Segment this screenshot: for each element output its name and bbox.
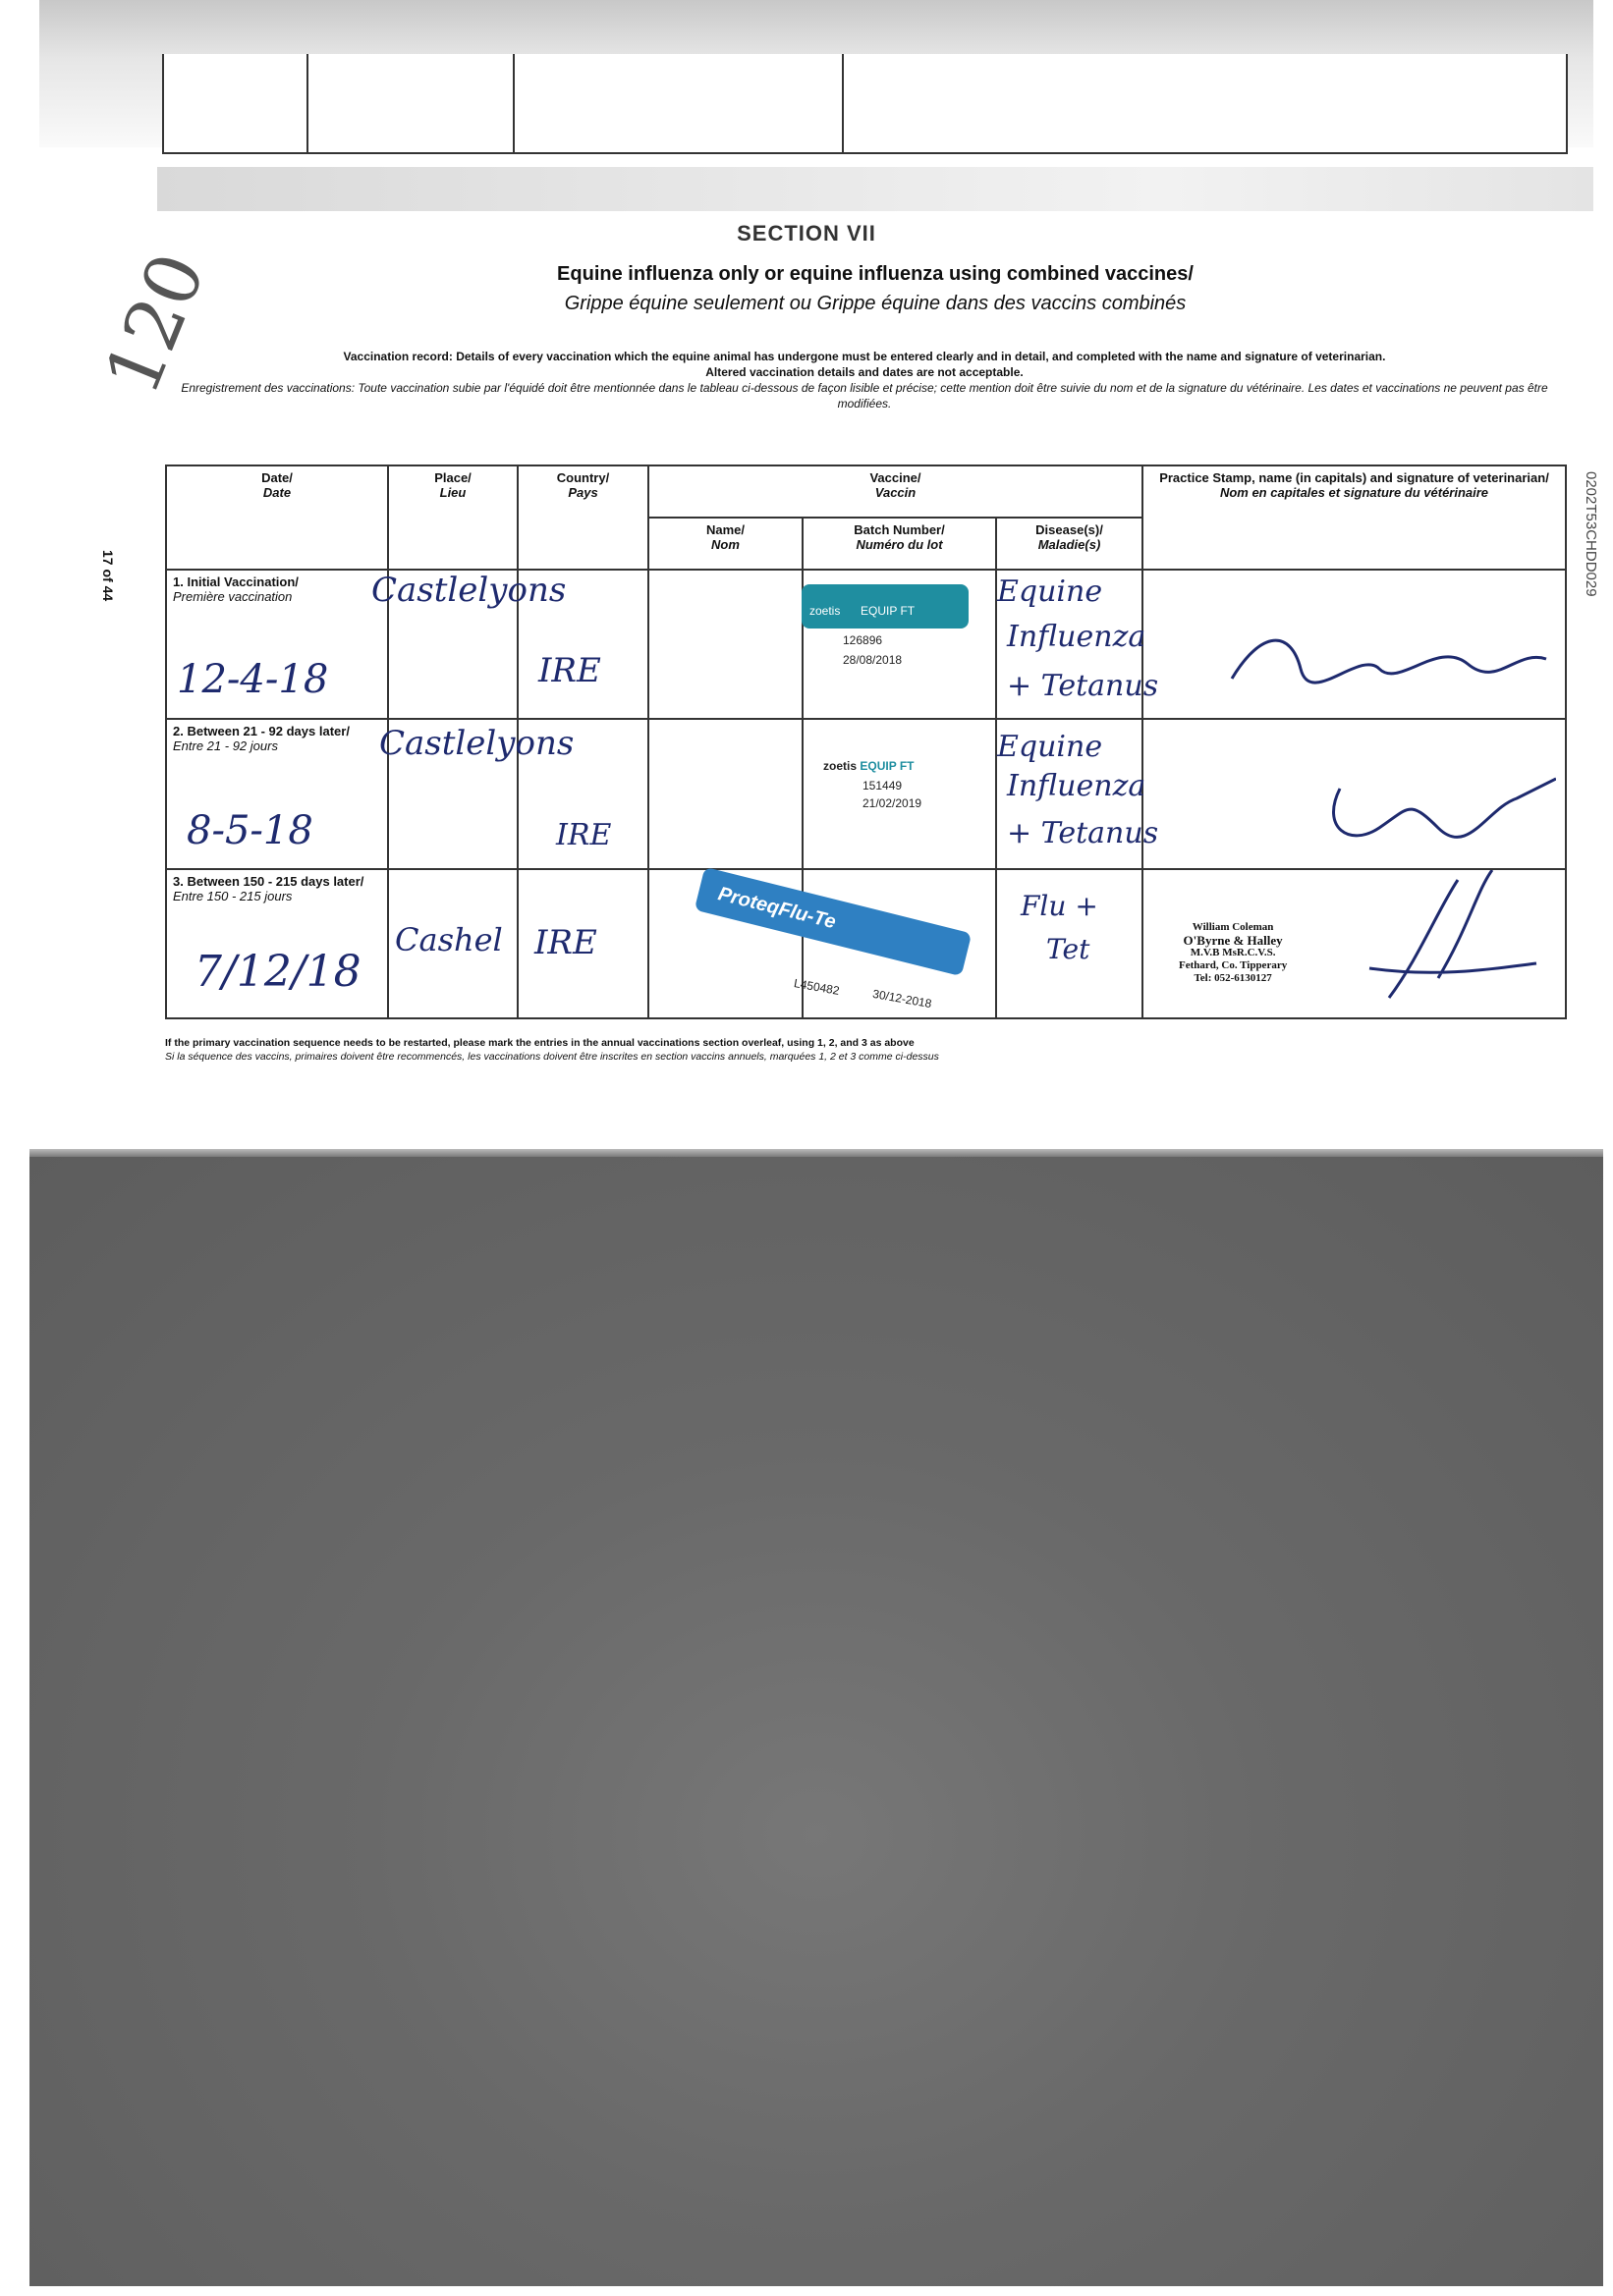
heading-french: Grippe équine seulement ou Grippe équine dans des vaccins combinés [564, 293, 1187, 314]
instruction-english-1: Vaccination record: Details of every vaccination which the equine animal has undergone must be entered clearly and in detail, and completed with the name and signature of veterinarian. [343, 350, 1386, 363]
row-disease-cell: Equine Influenza + Tetanus [996, 719, 1142, 868]
country-value: IRE [538, 650, 601, 690]
row-country-cell [518, 719, 648, 868]
header-vaccine: Vaccine/ Vaccin [648, 465, 1142, 518]
expiry-value: 28/08/2018 [843, 652, 903, 667]
row-place-cell [371, 570, 567, 719]
header-practice-stamp: Practice Stamp, name (in capitals) and signature of veterinarian/ Nom en capitales et signature du vétérinaire [1142, 465, 1566, 570]
date-value: 8-5-18 [187, 808, 313, 854]
grey-strip [157, 167, 1593, 211]
row-place-cell [388, 869, 518, 1018]
instructions [162, 349, 1567, 411]
vaccine-sticker: ProteqFlu-Te [695, 866, 973, 975]
handwritten-margin-number: 120 [87, 241, 222, 407]
batch-value: 126896 [843, 632, 883, 647]
place-value: Castlelyons [371, 570, 567, 610]
row-date-cell: 1. Initial Vaccination/ Première vaccination 12-4-18 [166, 570, 388, 719]
header-batch-number: Batch Number/ Numéro du lot [803, 518, 996, 570]
page-count: 17 of 44 [100, 550, 116, 602]
scan-background [29, 1157, 1603, 2286]
row-batch-cell [803, 570, 996, 719]
previous-table-fragment [162, 54, 1568, 154]
table-row [166, 719, 1566, 868]
header-date: Date/ Date [166, 465, 388, 570]
table-row [166, 570, 1566, 719]
instruction-english-2: Altered vaccination details and dates are not acceptable. [705, 365, 1024, 379]
header-country: Country/ Pays [518, 465, 648, 570]
row-signature-cell [1142, 719, 1566, 868]
country-value: IRE [556, 818, 612, 853]
veterinarian-signature [1143, 571, 1556, 708]
expiry-value: 30/12-2018 [871, 986, 933, 1011]
batch-value: 151449 [862, 779, 903, 793]
footnote-french: Si la séquence des vaccins, primaires doivent être recommencés, les vaccinations doivent être inscrites en section vaccins annuels, marquées 1, 2 et 3 comme ci-dessus [165, 1051, 939, 1063]
row-country-cell [518, 570, 648, 719]
row-country-cell [518, 869, 648, 1018]
veterinarian-signature [1143, 720, 1556, 857]
row-place-cell [379, 719, 575, 868]
row-batch-cell [715, 869, 996, 1018]
row-disease-cell: Equine Influenza + Tetanus [996, 570, 1142, 719]
row-signature-cell [1142, 570, 1566, 719]
instruction-french: Enregistrement des vaccinations: Toute vaccination subie par l'équidé doit être mentionnée dans le tableau ci-dessous de façon lisible et précise; cette mention doit être suivie du nom et de la signature du vétérinaire. Les dates et vaccinations ne peuvent pas être modifiées. [181, 381, 1548, 410]
practice-stamp: William Coleman O'Byrne & Halley M.V.B MsR.C.V.S. Fethard, Co. Tipperary Tel: 052-6130127 [1179, 921, 1288, 984]
vaccination-table [165, 465, 1567, 1019]
side-serial-number: 0202T53CHDD029 [1583, 471, 1599, 597]
footnote [165, 1036, 939, 1064]
expiry-value: 21/02/2019 [862, 796, 922, 811]
table-row [166, 869, 1566, 1018]
row-vaccine-name-cell [648, 719, 803, 868]
batch-value: L450482 [793, 975, 841, 998]
row-vaccine-name-cell [648, 570, 803, 719]
header-place: Place/ Lieu [388, 465, 518, 570]
date-value: 7/12/18 [195, 946, 362, 997]
vaccine-sticker: zoetis EQUIP FT [823, 759, 915, 774]
header-vaccine-name: Name/ Nom [648, 518, 803, 570]
country-value: IRE [534, 922, 597, 962]
date-value: 12-4-18 [177, 656, 329, 702]
row-batch-cell [803, 719, 996, 868]
place-value: Cashel [395, 920, 503, 958]
row-disease-cell: Flu + Tet [996, 869, 1142, 1018]
heading-english: Equine influenza only or equine influenza using combined vaccines/ [557, 263, 1194, 285]
vaccine-sticker: zoetis EQUIP FT [802, 584, 969, 629]
header-diseases: Disease(s)/ Maladie(s) [996, 518, 1142, 570]
place-value: Castlelyons [379, 724, 575, 764]
footnote-english: If the primary vaccination sequence needs to be restarted, please mark the entries in the annual vaccinations section overleaf, using 1, 2, and 3 as above [165, 1037, 915, 1049]
section-title: SECTION VII [737, 221, 876, 246]
row-date-cell: 3. Between 150 - 215 days later/ Entre 150 - 215 jours 7/12/18 [166, 869, 388, 1018]
row-date-cell: 2. Between 21 - 92 days later/ Entre 21 - 92 jours 8-5-18 [166, 719, 388, 868]
